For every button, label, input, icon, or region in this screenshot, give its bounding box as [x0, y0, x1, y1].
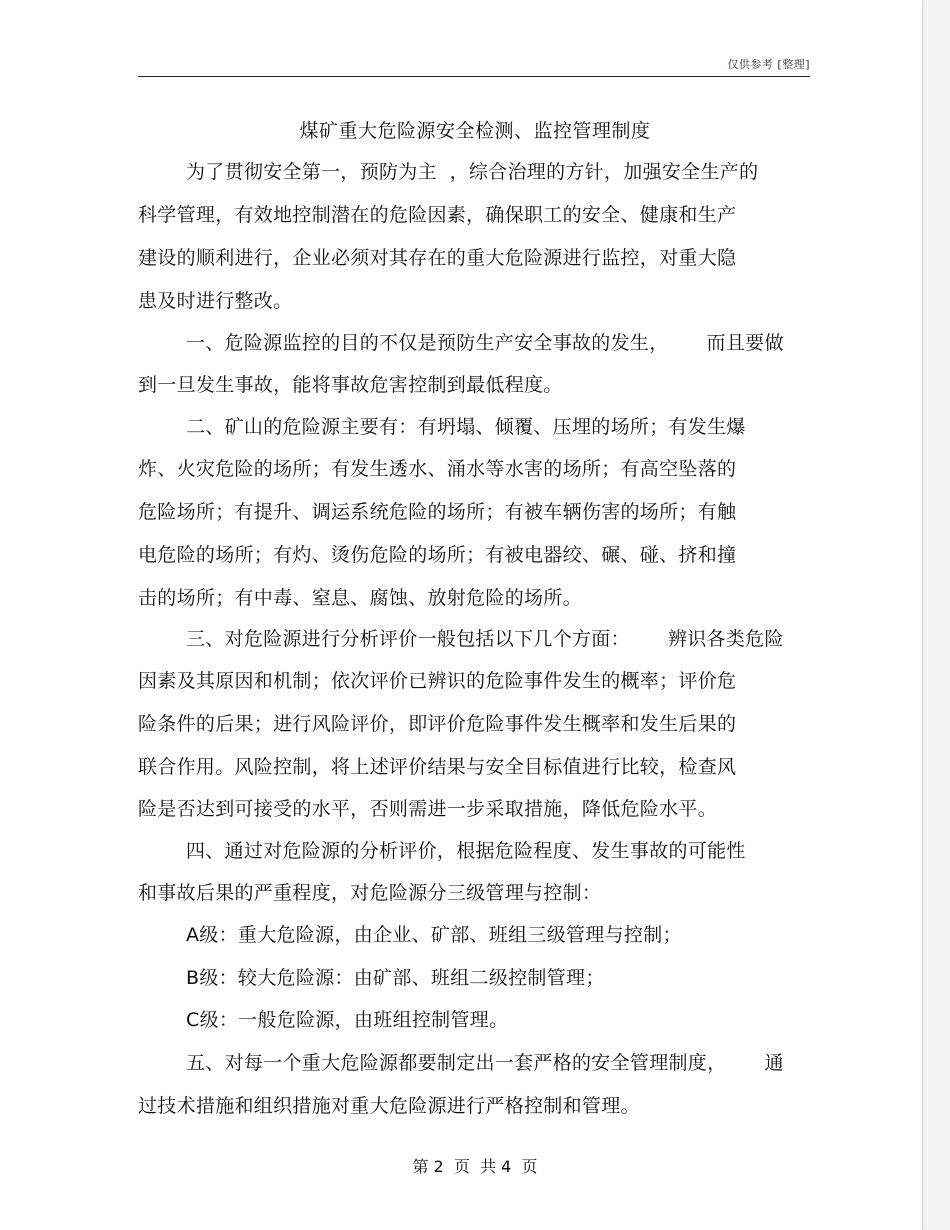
body-line: 因素及其原因和机制；依次评价已辨识的危险事件发生的概率；评价危 — [138, 670, 737, 692]
body-line: 科学管理，有效地控制潜在的危险因素，确保职工的安全、健康和生产 — [138, 204, 737, 226]
body-line: 三、对危险源进行分析评价一般包括以下几个方面： 辨识各类危险 — [186, 628, 784, 650]
body-line: 为了贯彻安全第一，预防为主 ，综合治理的方针，加强安全生产的 — [186, 161, 759, 183]
body-line: 电危险的场所；有灼、烫伤危险的场所；有被电器绞、碾、碰、挤和撞 — [138, 544, 737, 566]
document-title: 煤矿重大危险源安全检测、监控管理制度 — [299, 120, 651, 142]
header-note: 仅供参考 [整理] — [727, 58, 810, 71]
body-line: 险条件的后果；进行风险评价，即评价危险事件发生概率和发生后果的 — [138, 713, 737, 735]
body-line: 炸、火灾危险的场所；有发生透水、涌水等水害的场所；有高空坠落的 — [138, 458, 737, 480]
header-rule — [138, 76, 810, 77]
body-line: 过技术措施和组织措施对重大危险源进行严格控制和管理。 — [138, 1095, 640, 1117]
body-line: 联合作用。风险控制，将上述评价结果与安全目标值进行比较，检查风 — [138, 756, 737, 778]
level-a-line: A级：重大危险源，由企业、矿部、班组三级管理与控制； — [186, 924, 682, 946]
body-line: 和事故后果的严重程度，对危险源分三级管理与控制： — [138, 882, 602, 904]
body-line: 危险场所；有提升、调运系统危险的场所；有被车辆伤害的场所；有触 — [138, 501, 737, 523]
level-b-line: B级：较大危险源：由矿部、班组二级控制管理； — [186, 967, 605, 989]
body-line: 建设的顺利进行，企业必须对其存在的重大危险源进行监控，对重大隐 — [138, 247, 737, 269]
page-number-footer: 第 2 页 共 4 页 — [412, 1157, 538, 1176]
body-line: 险是否达到可接受的水平，否则需进一步采取措施，降低危险水平。 — [138, 798, 718, 820]
level-c-line: C级：一般危险源，由班组控制管理。 — [186, 1009, 509, 1031]
body-line: 五、对每一个重大危险源都要制定出一套严格的安全管理制度， 通 — [186, 1052, 784, 1074]
body-line: 一、危险源监控的目的不仅是预防生产安全事故的发生， 而且要做 — [186, 332, 784, 354]
body-line: 到一旦发生事故，能将事故危害控制到最低程度。 — [138, 374, 563, 396]
body-line: 二、矿山的危险源主要有：有坍塌、倾覆、压埋的场所；有发生爆 — [186, 416, 746, 438]
body-line: 患及时进行整改。 — [138, 290, 293, 312]
body-line: 击的场所；有中毒、窒息、腐蚀、放射危险的场所。 — [138, 587, 582, 609]
body-line: 四、通过对危险源的分析评价，根据危险程度、发生事故的可能性 — [186, 840, 746, 862]
